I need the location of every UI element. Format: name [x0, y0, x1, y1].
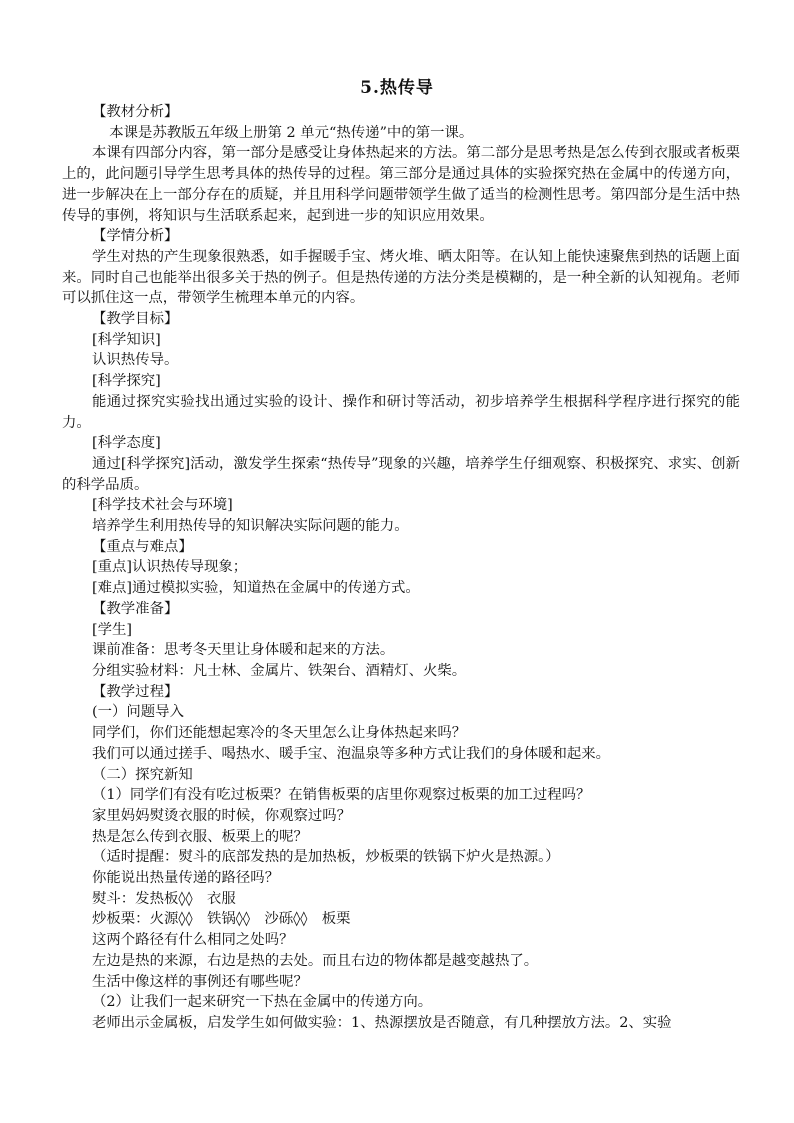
sts-label: [科学技术社会与环境] — [92, 497, 233, 514]
page-title: 5.热传导 — [360, 78, 434, 98]
attitude-label: [科学态度] — [92, 435, 161, 452]
analysis-paragraph-2: 本课有四部分内容，第一部分是感受让身体热起来的方法。第二部分是思考热是怎么传到衣服或者板栗上的，此问题引导学生思考具体的热传导的过程。第三部分是通过具体的实验探究热在金属中的传递方向，进一步解决在上一部分存在的质疑，并且用科学问题带领学生做了适当的检测性思考。第四部分是生活中热传导的事例，将知识与生活联系起来，起到进一步的知识应用效果。 — [62, 145, 740, 224]
knowledge-text: 认识热传导。 — [92, 352, 179, 369]
analysis-heading: 【教材分析】 — [92, 104, 179, 120]
preparation-materials: 分组实验材料：凡士林、金属片、铁架台、酒精灯、火柴。 — [92, 662, 467, 679]
difficult-point: [难点]通过模拟实验，知道热在金属中的传递方式。 — [92, 580, 420, 597]
step1-title: (一）问题导入 — [92, 704, 184, 721]
student-analysis-heading: 【学情分析】 — [92, 228, 179, 245]
step2-line-9: 左边是热的来源，右边是热的去处。而且右边的物体都是越变越热了。 — [92, 952, 539, 969]
step2-line-11: （2）让我们一起来研究一下热在金属中的传递方向。 — [92, 994, 433, 1011]
step2-title: （二）探究新知 — [92, 766, 193, 783]
student-analysis-paragraph: 学生对热的产生现象很熟悉，如手握暖手宝、烤火堆、晒太阳等。在认知上能快速聚焦到热的话题上面来。同时自己也能举出很多关于热的例子。但是热传递的方法分类是模糊的，是一种全新的认知视角。老师可以抓住这一点，带领学生梳理本单元的内容。 — [62, 248, 740, 307]
goals-heading: 【教学目标】 — [92, 311, 179, 328]
sts-text: 培养学生利用热传导的知识解决实际问题的能力。 — [92, 518, 409, 535]
step2-line-1: （1）同学们有没有吃过板栗？在销售板栗的店里你观察过板栗的加工过程吗？ — [92, 787, 591, 804]
preparation-student-label: [学生] — [92, 621, 133, 638]
inquiry-text: 能通过探究实验找出通过实验的设计、操作和研讨等活动，初步培养学生根据科学程序进行探究的能力。 — [62, 393, 740, 431]
process-heading: 【教学过程】 — [92, 683, 179, 700]
step2-line-10: 生活中像这样的事例还有哪些呢？ — [92, 973, 308, 990]
inquiry-label: [科学探究] — [92, 373, 161, 390]
document-body — [62, 102, 740, 1034]
attitude-text: 通过[科学探究]活动，激发学生探索“热传导”现象的兴趣，培养学生仔细观察、积极探究、求实、创新的科学品质。 — [62, 455, 740, 493]
analysis-paragraph-1: 本课是苏教版五年级上册第 2 单元“热传递”中的第一课。 — [109, 124, 474, 141]
step1-question: 同学们，你们还能想起寒冷的冬天里怎么让身体热起来吗？ — [92, 725, 467, 742]
key-points-heading: 【重点与难点】 — [92, 538, 193, 555]
step1-answer: 我们可以通过搓手、喝热水、暖手宝、泡温泉等多种方式让我们的身体暖和起来。 — [92, 745, 611, 762]
step2-line-6: 熨斗：发热板◊◊ 衣服 — [92, 890, 236, 907]
key-point: [重点]认识热传导现象； — [92, 559, 248, 576]
step2-line-7: 炒板栗：火源◊◊ 铁锅◊◊ 沙砾◊◊ 板栗 — [92, 911, 351, 928]
step2-line-3: 热是怎么传到衣服、板栗上的呢？ — [92, 828, 308, 845]
preparation-heading: 【教学准备】 — [92, 600, 179, 617]
step2-line-5: 你能说出热量传递的路径吗？ — [92, 870, 280, 887]
step2-line-8: 这两个路径有什么相同之处吗？ — [92, 932, 294, 949]
preparation-before-class: 课前准备：思考冬天里让身体暖和起来的方法。 — [92, 642, 395, 659]
step2-line-12: 老师出示金属板，启发学生如何做实验：1、热源摆放是否随意，有几种摆放方法。2、实验 — [92, 1014, 672, 1031]
knowledge-label: [科学知识] — [92, 331, 161, 348]
step2-line-2: 家里妈妈熨烫衣服的时候，你观察过吗？ — [92, 807, 352, 824]
step2-line-4: （适时提醒：熨斗的底部发热的是加热板，炒板栗的铁锅下炉火是热源。） — [92, 849, 560, 866]
